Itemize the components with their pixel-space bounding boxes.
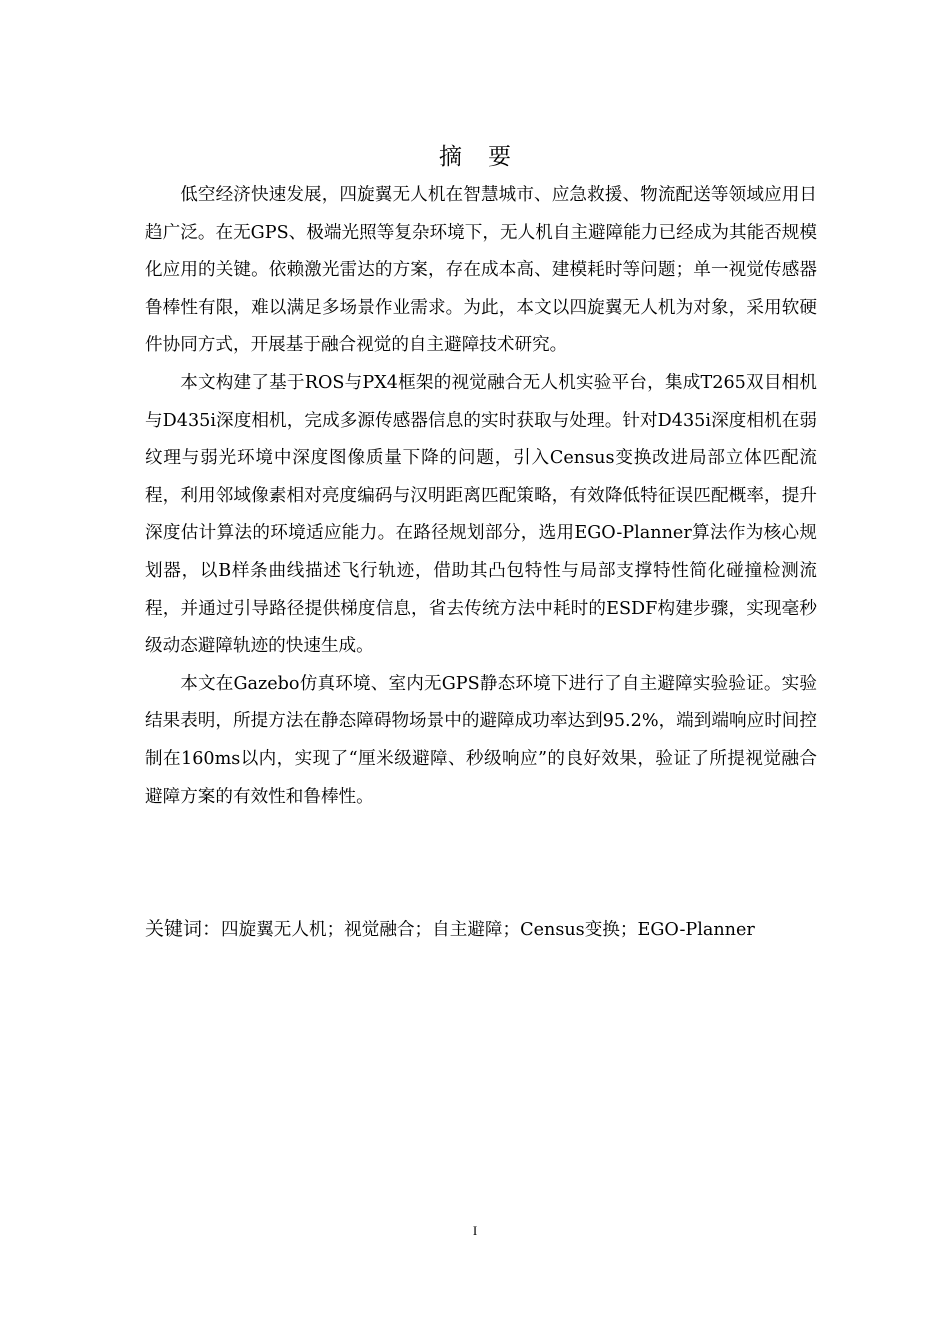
abstract-paragraph-3: 本文在Gazebo仿真环境、室内无GPS静态环境下进行了自主避障实验验证。实验结果表明，所提方法在静态障碍物场景中的避障成功率达到95.2%，端到端响应时间控制在160ms以内，实现了“厘米级避障、秒级响应”的良好效果，验证了所提视觉融合避障方案的有效性和鲁棒性。	[145, 673, 817, 807]
keywords-label: 关键词：	[145, 918, 222, 940]
keywords-line	[145, 912, 825, 947]
abstract-paragraph-1: 低空经济快速发展，四旋翼无人机在智慧城市、应急救援、物流配送等领域应用日趋广泛。在无GPS、极端光照等复杂环境下，无人机自主避障能力已经成为其能否规模化应用的关键。依赖激光雷达的方案，存在成本高、建模耗时等问题；单一视觉传感器鲁棒性有限，难以满足多场景作业需求。为此，本文以四旋翼无人机为对象，采用软硬件协同方式，开展基于融合视觉的自主避障技术研究。	[145, 185, 817, 356]
abstract-body	[145, 177, 817, 816]
keywords-value: 四旋翼无人机；视觉融合；自主避障；Census变换；EGO-Planner	[221, 920, 755, 940]
page-number: I	[472, 1223, 478, 1238]
abstract-paragraph-2: 本文构建了基于ROS与PX4框架的视觉融合无人机实验平台，集成T265双目相机与D435i深度相机，完成多源传感器信息的实时获取与处理。针对D435i深度相机在弱纹理与弱光环境中深度图像质量下降的问题，引入Census变换改进局部立体匹配流程，利用邻域像素相对亮度编码与汉明距离匹配策略，有效降低特征误匹配概率，提升深度估计算法的环境适应能力。在路径规划部分，选用EGO-Planner算法作为核心规划器，以B样条曲线描述飞行轨迹，借助其凸包特性与局部支撑特性简化碰撞检测流程，并通过引导路径提供梯度信息，省去传统方法中耗时的ESDF构建步骤，实现毫秒级动态避障轨迹的快速生成。	[145, 372, 817, 657]
abstract-title: 摘要	[439, 144, 537, 171]
